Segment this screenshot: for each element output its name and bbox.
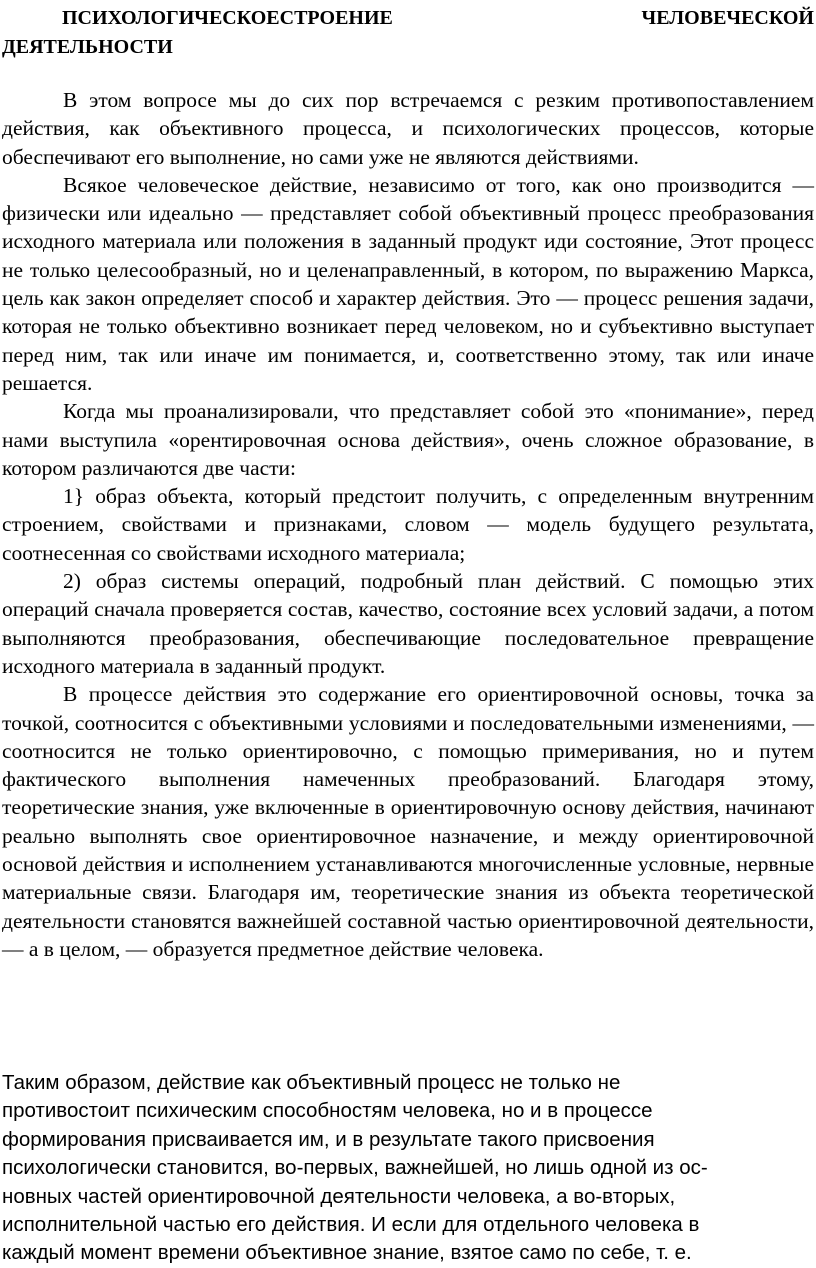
paragraph: 1} образ объекта, который предстоит получить, с определенным внутренним строением, свойствами и признаками, словом — модель будущего результата, соотнесенная со свойствами исходного материала; — [2, 484, 814, 565]
text-line: формирования присваивается им, и в результате такого присвоения — [2, 1127, 655, 1151]
text-line: каждый момент времени объективное знание, взятое само по себе, т. е. — [2, 1241, 692, 1265]
paragraph: Когда мы проанализировали, что представляет собой это «понимание», перед нами выступила «орентировочная основа действия», очень сложное образование, в котором различаются две части: — [2, 399, 814, 480]
document-title — [2, 4, 814, 62]
paragraph: В процессе действия это содержание его ориентировочной основы, точка за точкой, соотносится с объективными условиями и последовательными изменениями, — соотносится не только ориентировочно, с помощью примеривания, но и путем фактического выполнения намеченных преобразований. Благодаря этому, теоретические знания, уже включенные в ориентировочную основу действия, начинают реально выполнять свое ориентировочное назначение, и между ориентировочной основой действия и исполнением устанавливаются многочисленные условные, нервные материальные связи. Благодаря им, теоретические знания из объекта теоретической деятельности становятся важнейшей составной частью ориентировочной деятельности, — а в целом, — образуется предметное действие человека. — [2, 682, 814, 961]
text-line: Таким образом, действие как объективный процесс не только не — [2, 1071, 621, 1094]
text-line: противостоит психическим способностям человека, но и в процессе — [2, 1099, 653, 1123]
closing-paragraph — [2, 1069, 814, 1268]
paragraph: Всякое человеческое действие, независимо от того, как оно производится — физически или идеально — представляет собой объективный процесс преобразования исходного материала или положения в заданный продукт иди состояние, Этот процесс не только целесообразный, но и целенаправленный, в котором, по выражению Маркса, цель как закон определяет способ и характер действия. Это — процесс решения задачи, которая не только объективно возникает перед человеком, но и субъективно выступает перед ним, так или иначе им понимается, и, соответственно этому, так или иначе решается. — [2, 172, 814, 395]
title-word-1: ПСИХОЛОГИЧЕСКОЕСТРОЕНИЕ — [62, 7, 393, 29]
paragraph: В этом вопросе мы до сих пор встречаемся с резким противопоставлением действия, как объективного процесса, и психологических процессов, которые обеспечивают его выполнение, но сами уже не являются действиями. — [2, 88, 814, 169]
title-line-2: ДЕЯТЕЛЬНОСТИ — [2, 36, 173, 58]
title-word-2: ЧЕЛОВЕЧЕСКОЙ — [641, 7, 814, 29]
title-line-1 — [2, 4, 814, 33]
paragraph: 2) образ системы операций, подробный план действий. С помощью этих операций сначала проверяется состав, качество, состояние всех условий задачи, а потом выполняются преобразования, обеспечивающие последовательное превращение исходного материала в заданный продукт. — [2, 569, 814, 678]
text-line: исполнительной частью его действия. И если для отдельного человека в — [2, 1213, 700, 1237]
text-line: психологически становится, во-первых, важнейшей, но лишь одной из ос- — [2, 1156, 708, 1180]
body-text — [2, 86, 814, 963]
text-line: новных частей ориентировочной деятельности человека, а во-вторых, — [2, 1184, 676, 1208]
